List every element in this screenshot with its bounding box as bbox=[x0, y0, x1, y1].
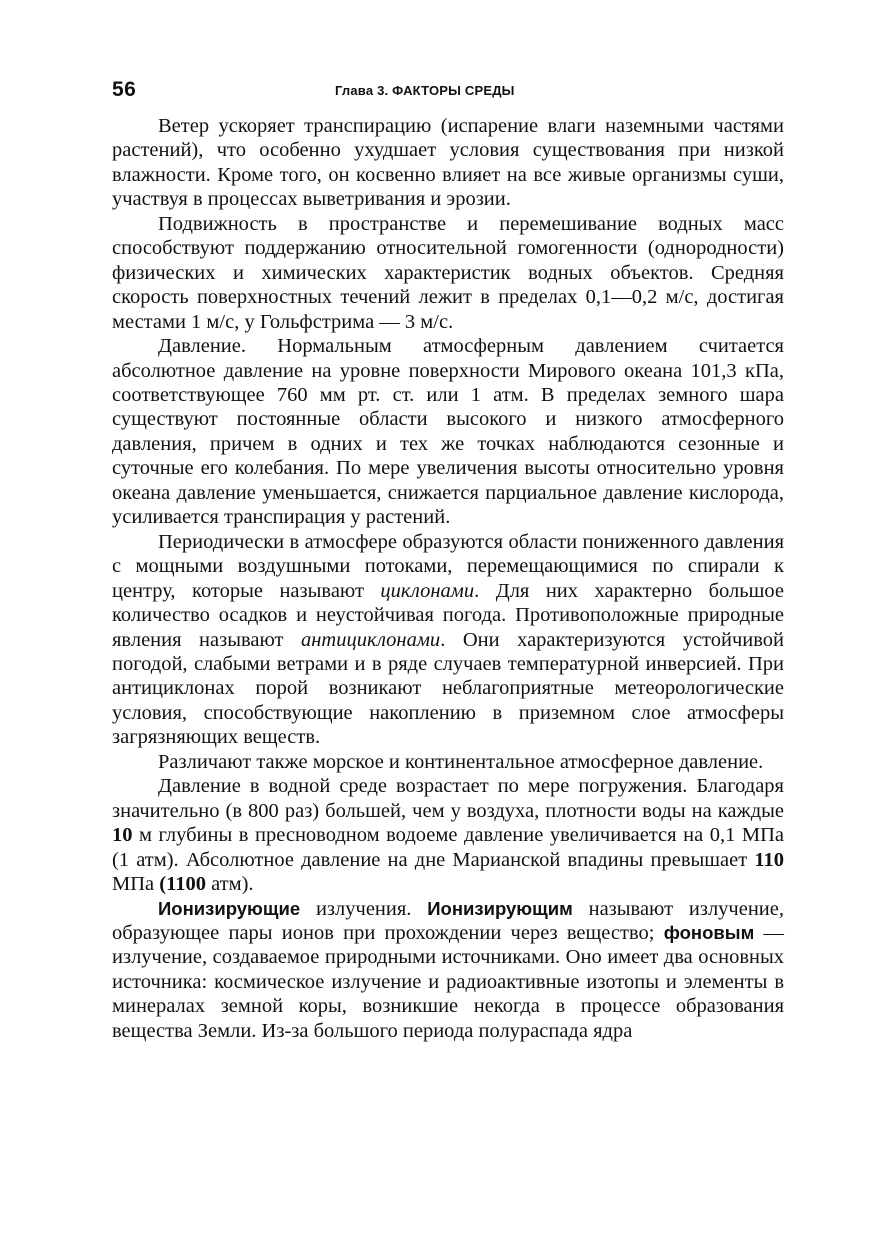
cyclones-text-a: Периодически в атмосфере образуются области пониженного давления с мощными воздушными потоками, перемещающимися по спирали к центру, которые называют bbox=[112, 530, 784, 602]
value-1100: (1100 bbox=[159, 873, 206, 896]
term-cyclones: циклонами bbox=[380, 579, 475, 602]
running-title: Глава 3. ФАКТОРЫ СРЕДЫ bbox=[335, 83, 515, 98]
paragraph-ionizing bbox=[112, 897, 784, 1044]
page-number: 56 bbox=[112, 78, 137, 101]
term-ionizing-heading: Ионизирующие bbox=[158, 897, 301, 919]
paragraph-water-pressure bbox=[112, 774, 784, 896]
ionizing-text-b: называют излучение, образующее пары ионов при прохождении через вещество; bbox=[112, 897, 785, 944]
water-pressure-text-b: м глубины в пресноводном водоеме давление увеличивается на 0,1 МПа (1 атм). Абсолютное давление на дне Марианской впадины превышает bbox=[112, 824, 784, 871]
paragraph-cyclones bbox=[112, 530, 784, 750]
water-pressure-text-c: МПа bbox=[112, 873, 160, 896]
ionizing-text-a: излучения. bbox=[300, 897, 428, 920]
value-110: 110 bbox=[754, 848, 784, 871]
paragraph-pressure: Давление. Нормальным атмосферным давлением считается абсолютное давление на уровне поверхности Мирового океана 101,3 кПа, соответствующее 760 мм рт. ст. или 1 атм. В пределах земного шара существуют постоянные области высокого и низкого атмосферного давления, причем в одних и тех же точках наблюдаются сезонные и суточные его колебания. По мере увеличения высоты относительно уровня океана давление уменьшается, снижается парциальное давление кислорода, усиливается транспирация у растений. bbox=[112, 335, 784, 529]
value-10: 10 bbox=[112, 824, 133, 847]
cyclones-text-c: . Они характеризуются устойчивой погодой, слабыми ветрами и в ряде случаев температурной инверсией. При антициклонах порой возникают неблагоприятные метеорологические условия, способствующие накоплению в приземном слое атмосферы загрязняющих веществ. bbox=[112, 628, 784, 749]
term-ionizing: Ионизирующим bbox=[427, 897, 573, 919]
cyclones-text-b: . Для них характерно большое количество осадков и неустойчивая погода. Противоположные природные явления называют bbox=[112, 579, 784, 651]
paragraph-sea-continental: Различают также морское и континентальное атмосферное давление. bbox=[158, 750, 764, 773]
water-pressure-text-d: атм). bbox=[205, 873, 254, 896]
water-pressure-text-a: Давление в водной среде возрастает по мере погружения. Благодаря значительно (в 800 раз) большей, чем у воздуха, плотности воды на каждые bbox=[112, 775, 784, 822]
body-text bbox=[112, 114, 784, 1043]
term-background: фоновым bbox=[663, 921, 755, 943]
paragraph-water-mixing: Подвижность в пространстве и перемешивание водных масс способствуют поддержанию относительной гомогенности (однородности) физических и химических характеристик водных объектов. Средняя скорость поверхностных течений лежит в пределах 0,1—0,2 м/с, достигая местами 1 м/с, у Гольфстрима — 3 м/с. bbox=[112, 212, 784, 333]
paragraph-wind: Ветер ускоряет транспирацию (испарение влаги наземными частями растений), что особенно ухудшает условия существования при низкой влажности. Кроме того, он косвенно влияет на все живые организмы суши, участвуя в процессах выветривания и эрозии. bbox=[112, 115, 784, 211]
page-header bbox=[112, 74, 784, 114]
term-anticyclones: антициклонами bbox=[301, 628, 441, 651]
book-page bbox=[112, 74, 784, 1043]
ionizing-text-c: — излучение, создаваемое природными источниками. Оно имеет два основных источника: космическое излучение и радиоактивные изотопы и элементы в минералах земной коры, возникшие некогда в процессе образования вещества Земли. Из-за большого периода полураспада ядра bbox=[112, 921, 784, 1042]
